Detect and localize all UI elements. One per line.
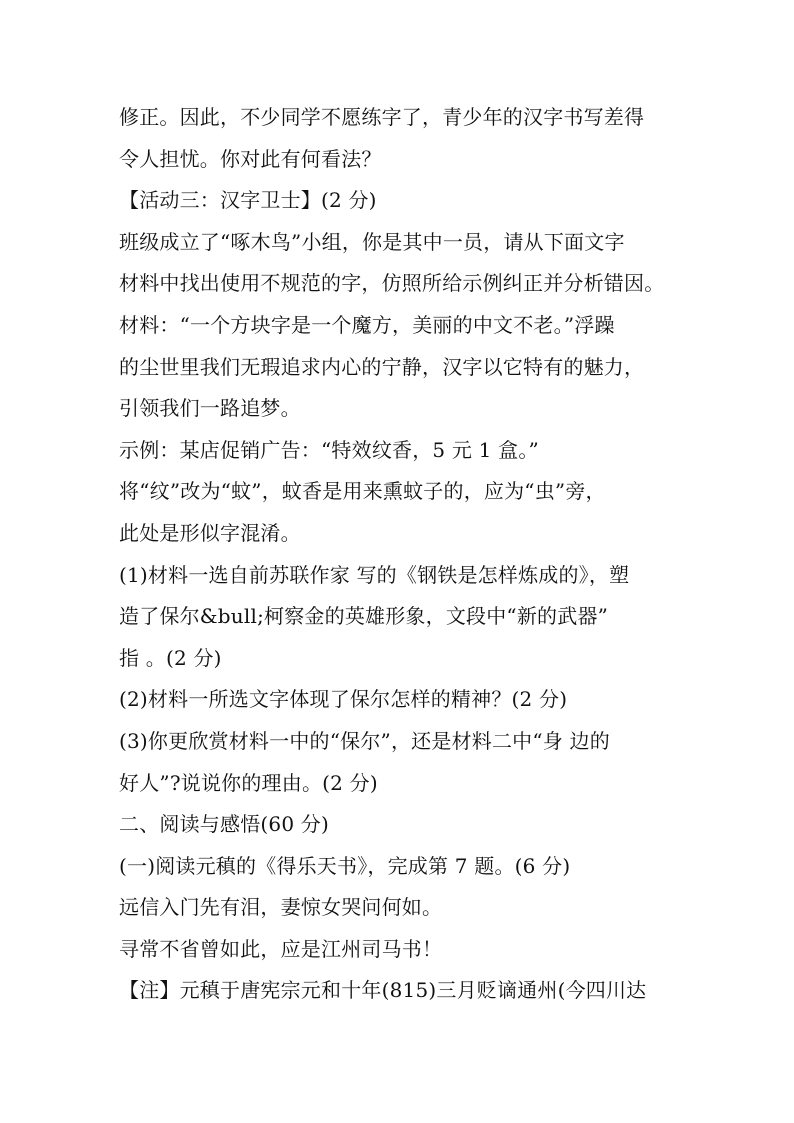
text-line: 此处是形似字混淆。 (119, 520, 301, 545)
text-line: 班级成立了“啄木鸟”小组，你是其中一员，请从下面文字 (119, 229, 625, 254)
section-heading: 【活动三：汉字卫士】(2 分) (119, 188, 377, 213)
text-line: 令人担忧。你对此有何看法？ (119, 146, 382, 171)
text-line: 材料中找出使用不规范的字，仿照所给示例纠正并分析错因。 (119, 271, 665, 296)
section-heading: 二、阅读与感悟(60 分) (119, 812, 330, 837)
poem-line: 远信入门先有泪，妻惊女哭问何如。 (119, 895, 443, 920)
text-line: 好人”?说说你的理由。(2 分) (119, 770, 378, 795)
question-2: (2)材料一所选文字体现了保尔怎样的精神？(2 分) (119, 687, 568, 712)
text-line: 修正。因此，不少同学不愿练字了，青少年的汉字书写差得 (119, 105, 645, 129)
poem-line: 寻常不省曾如此，应是江州司马书！ (119, 936, 443, 961)
question-3: (3)你更欣赏材料一中的“保尔”，还是材料二中“身 边的 (119, 728, 610, 753)
question-1: (1)材料一选自前苏联作家 写的《钢铁是怎样炼成的》，塑 (119, 562, 630, 587)
text-line: 引领我们一路追梦。 (119, 396, 301, 421)
note-line: 【注】元稹于唐宪宗元和十年(815)三月贬谪通州(今四川达 (119, 978, 647, 1003)
text-line: 材料：“一个方块字是一个魔方，美丽的中文不老。”浮躁 (119, 312, 615, 337)
subsection-heading: (一)阅读元稹的《得乐天书》，完成第 7 题。(6 分) (119, 853, 571, 878)
text-line: 的尘世里我们无瑕追求内心的宁静，汉字以它特有的魅力， (119, 354, 645, 379)
document-body (119, 97, 679, 1012)
text-line: 示例：某店促销广告：“特效纹香，5 元 1 盒。” (119, 437, 539, 462)
text-line: 指 。(2 分) (119, 645, 222, 670)
text-line: 将“纹”改为“蚊”，蚊香是用来熏蚊子的，应为“虫”旁， (119, 479, 606, 504)
text-line: 造了保尔&bull;柯察金的英雄形象，文段中“新的武器” (119, 604, 609, 629)
